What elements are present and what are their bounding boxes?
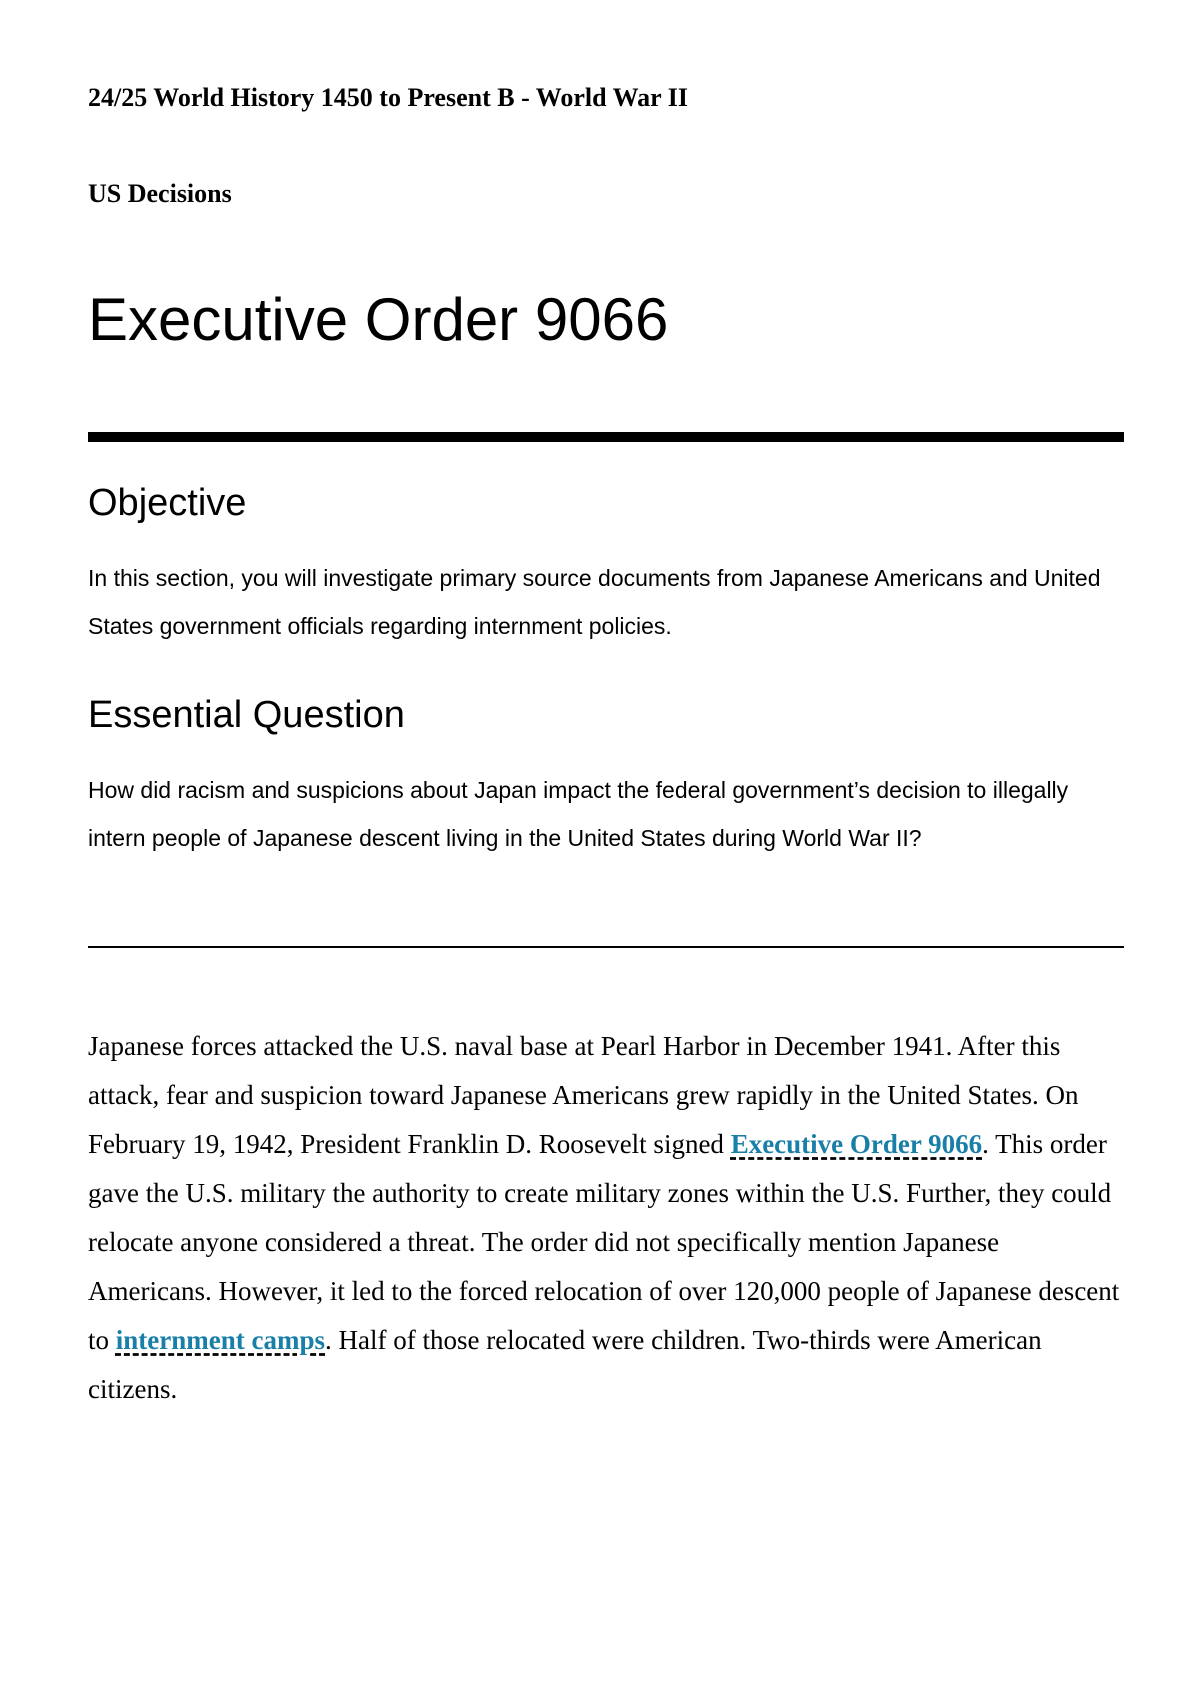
body-text-part-2: . This order gave the U.S. military the authority to create military zones within the U.S. Further, they could relocate anyone considered a threat. The order did not specifically mention Japanese Americans. However, it led to the forced relocation of over 120,000 people of Japanese descent to [88, 1129, 1120, 1355]
objective-text: In this section, you will investigate primary source documents from Japanese Americans and United States government officials regarding internment policies. [88, 565, 1101, 639]
title-divider [88, 432, 1124, 442]
course-title: 24/25 World History 1450 to Present B - World War II [88, 83, 688, 112]
executive-order-link[interactable]: Executive Order 9066 [730, 1129, 983, 1159]
page-title: Executive Order 9066 [88, 286, 669, 353]
body-paragraph [88, 1022, 1124, 1414]
essential-question-heading: Essential Question [88, 694, 405, 736]
section-divider [88, 946, 1124, 948]
body-text-part-1: Japanese forces attacked the U.S. naval base at Pearl Harbor in December 1941. After this attack, fear and suspicion toward Japanese Americans grew rapidly in the United States. On February 19, 1942, President Franklin D. Roosevelt signed [88, 1031, 1079, 1159]
objective-heading: Objective [88, 482, 247, 524]
section-label: US Decisions [88, 179, 232, 208]
internment-camps-link[interactable]: internment camps [115, 1325, 325, 1355]
body-text-part-3: . Half of those relocated were children. Two-thirds were American citizens. [88, 1325, 1042, 1404]
essential-question-text: How did racism and suspicions about Japan impact the federal government’s decision to illegally intern people of Japanese descent living in the United States during World War II? [88, 777, 1069, 851]
